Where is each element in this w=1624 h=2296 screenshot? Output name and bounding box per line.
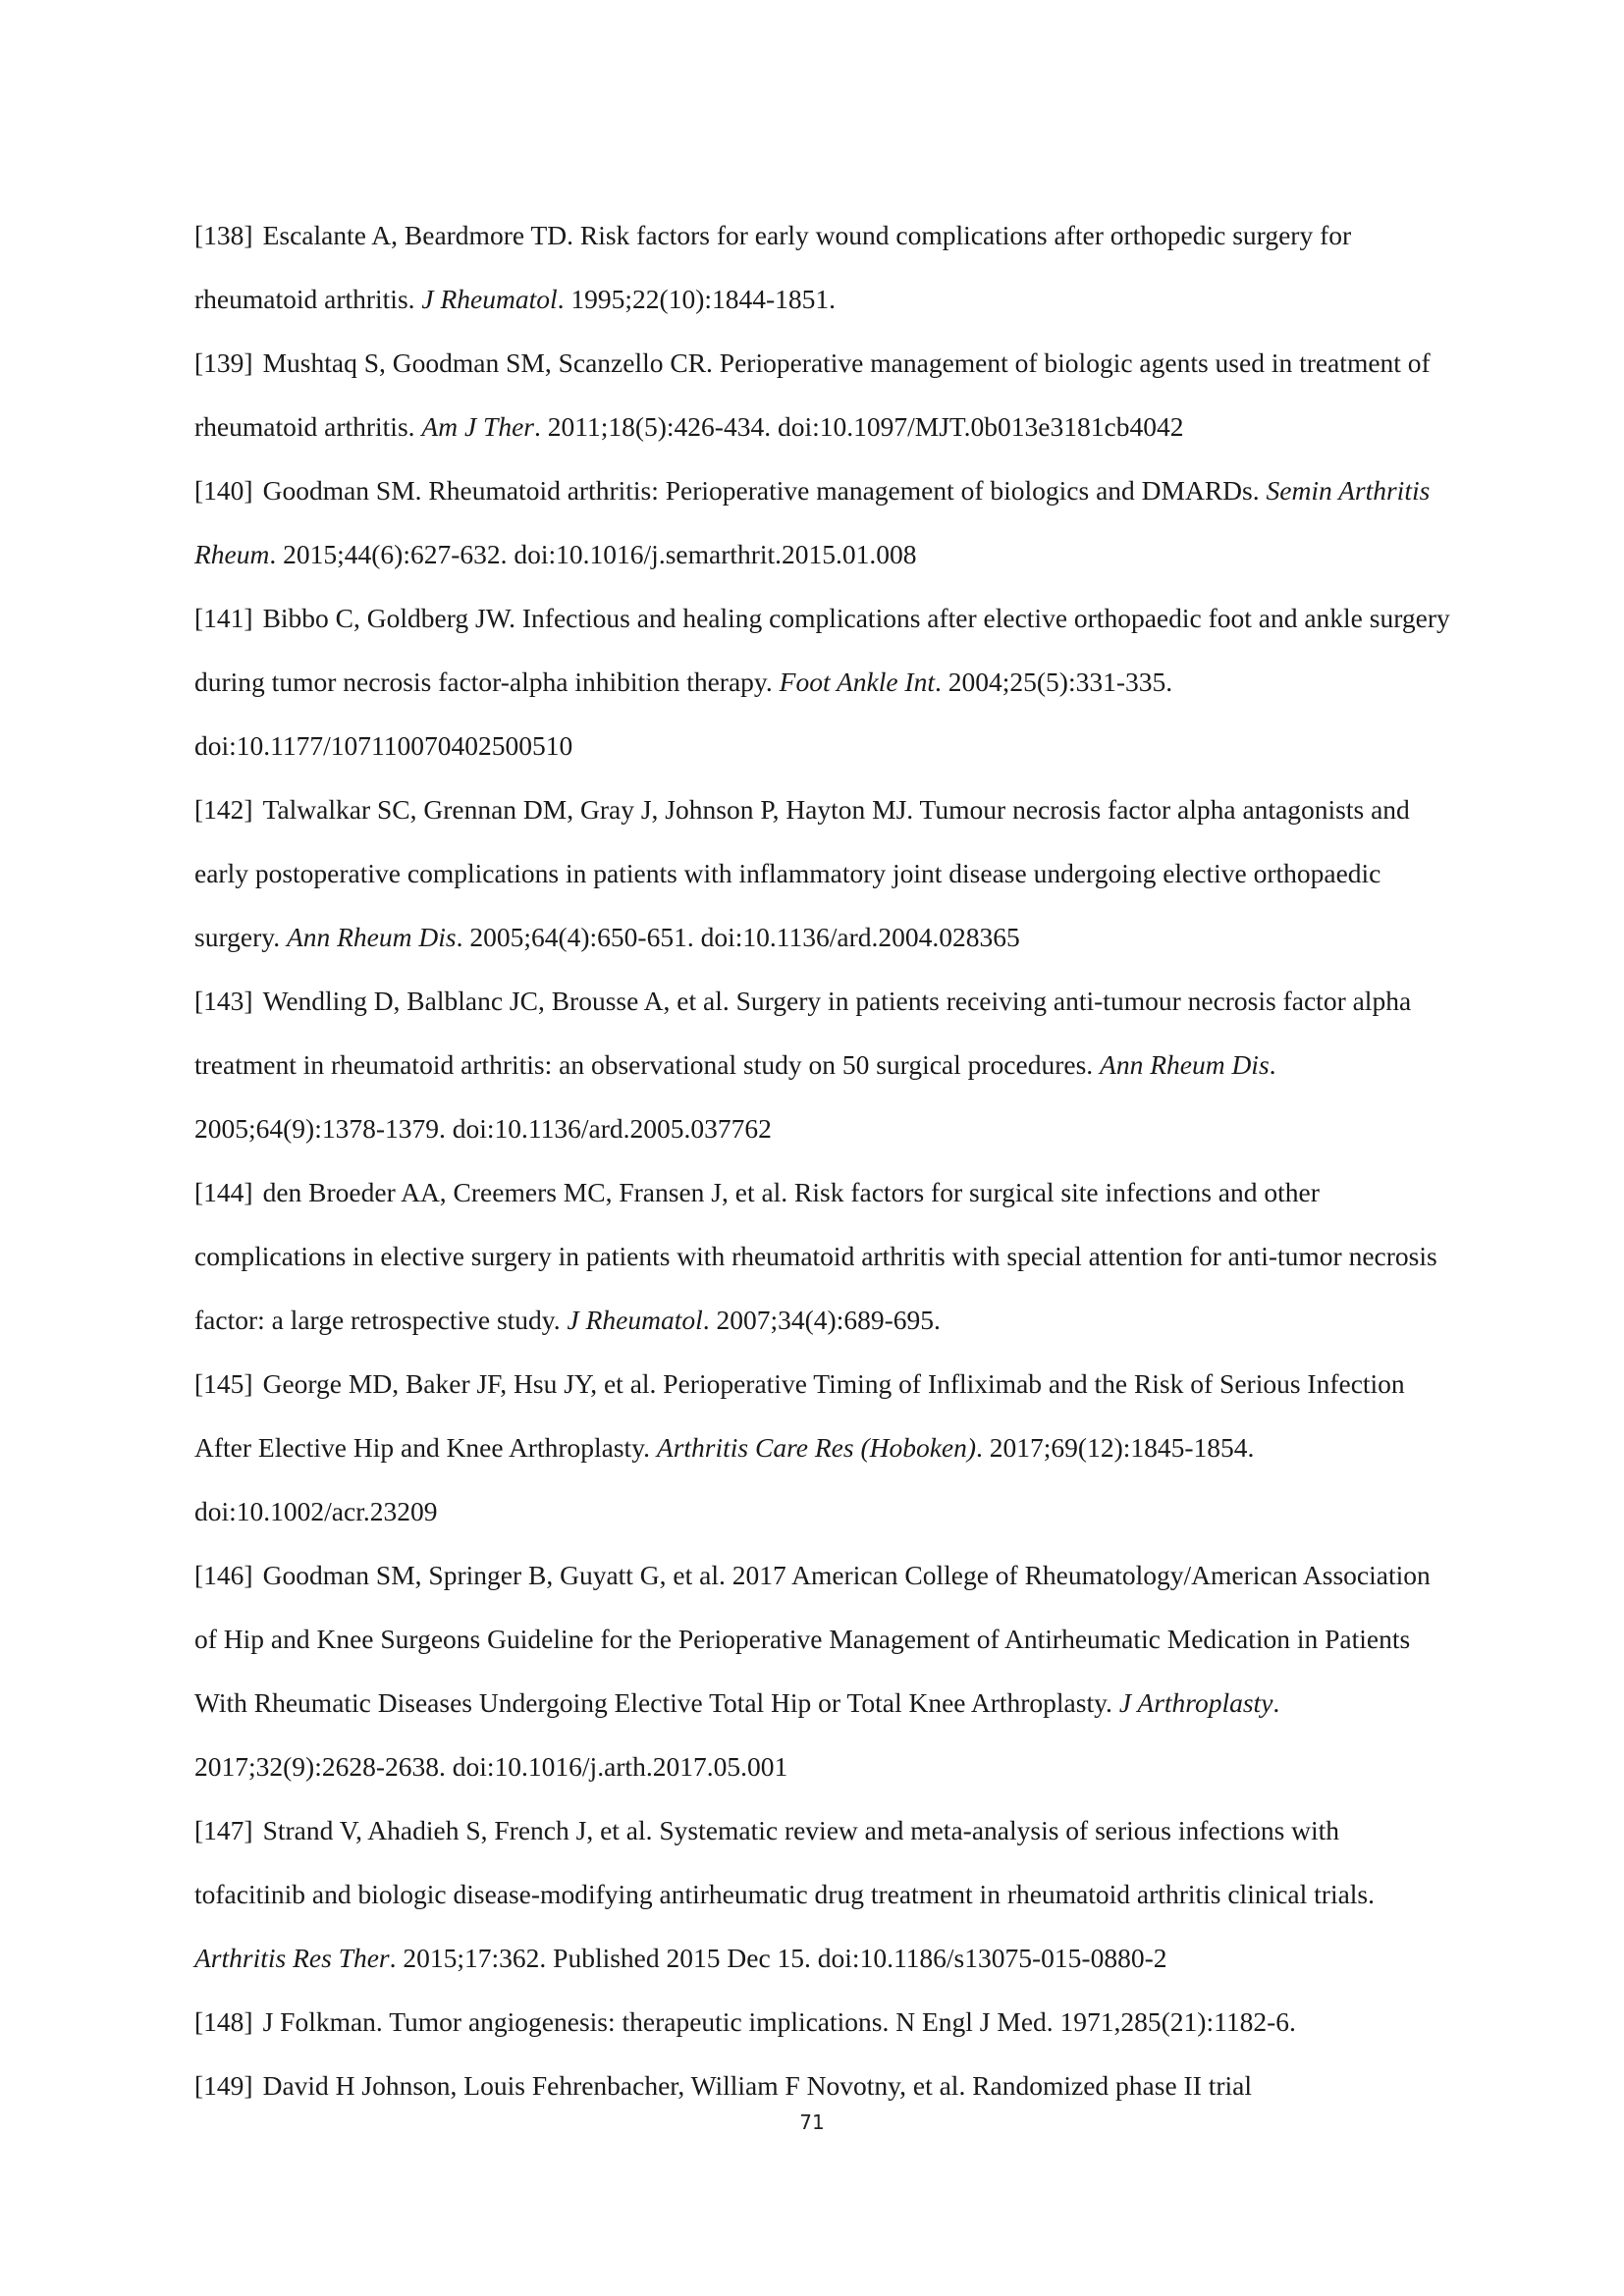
reference-text: George MD, Baker JF, Hsu JY, et al. Perioperative Timing of Infliximab and the Risk of Serious Infection After Elective Hip and Knee Arthroplasty. — [194, 1368, 1405, 1463]
reference-entry — [194, 1160, 1451, 1352]
reference-number: [139] — [194, 347, 253, 378]
reference-details: . 2004;25(5):331-335. doi:10.1177/107110070402500510 — [194, 667, 1173, 761]
page-number: 71 — [799, 2110, 825, 2134]
reference-text: Mushtaq S, Goodman SM, Scanzello CR. Perioperative management of biologic agents used in treatment of rheumatoid arthritis. — [194, 347, 1431, 442]
reference-details: . 2005;64(9):1378-1379. doi:10.1136/ard.2005.037762 — [194, 1049, 1276, 1144]
reference-text: Bibbo C, Goldberg JW. Infectious and healing complications after elective orthopaedic foot and ankle surgery during tumor necrosis factor-alpha inhibition therapy. — [194, 603, 1450, 697]
reference-number: [145] — [194, 1368, 253, 1399]
reference-journal: J Arthroplasty — [1118, 1687, 1273, 1718]
reference-details: . 2015;44(6):627-632. doi:10.1016/j.semarthrit.2015.01.008 — [269, 539, 917, 569]
reference-text: den Broeder AA, Creemers MC, Fransen J, et al. Risk factors for surgical site infections and other complications in elective surgery in patients with rheumatoid arthritis with special attention for anti-tumor necrosis factor: a large retrospective study. — [194, 1177, 1437, 1335]
reference-entry — [194, 586, 1451, 777]
reference-entry — [194, 458, 1451, 586]
reference-details: . 2017;69(12):1845-1854. doi:10.1002/acr.23209 — [194, 1432, 1255, 1526]
reference-number: [143] — [194, 986, 253, 1016]
reference-text: Goodman SM. Rheumatoid arthritis: Perioperative management of biologics and DMARDs. — [262, 475, 1267, 506]
reference-entry — [194, 1543, 1451, 1798]
reference-journal: Arthritis Care Res (Hoboken) — [656, 1432, 977, 1463]
reference-details: . 2005;64(4):650-651. doi:10.1136/ard.2004.028365 — [456, 922, 1020, 952]
reference-journal: Arthritis Res Ther — [194, 1943, 390, 1973]
reference-journal: J Rheumatol — [567, 1305, 703, 1335]
reference-entry — [194, 1352, 1451, 1543]
reference-details: . 2011;18(5):426-434. doi:10.1097/MJT.0b013e3181cb4042 — [533, 411, 1184, 442]
reference-journal: Ann Rheum Dis — [1100, 1049, 1270, 1080]
reference-journal: J Rheumatol — [421, 284, 558, 314]
reference-details: . 2015;17:362. Published 2015 Dec 15. doi:10.1186/s13075-015-0880-2 — [389, 1943, 1167, 1973]
reference-number: [144] — [194, 1177, 253, 1207]
reference-text: Goodman SM, Springer B, Guyatt G, et al. 2017 American College of Rheumatology/American Association of Hip and Knee Surgeons Guideline for the Perioperative Management of Antirheumatic Medication in Patients With Rheumatic Diseases Undergoing Elective Total Hip or Total Knee Arthroplasty. — [194, 1560, 1431, 1718]
reference-number: [142] — [194, 794, 253, 825]
reference-text: Talwalkar SC, Grennan DM, Gray J, Johnson P, Hayton MJ. Tumour necrosis factor alpha antagonists and early postoperative complications in patients with inflammatory joint disease undergoing elective orthopaedic surgery. — [194, 794, 1410, 952]
reference-details: . 1995;22(10):1844-1851. — [557, 284, 837, 314]
reference-list — [194, 203, 1451, 2117]
reference-number: [148] — [194, 2006, 253, 2037]
reference-entry — [194, 777, 1451, 969]
reference-journal: Am J Ther — [421, 411, 534, 442]
reference-text: Escalante A, Beardmore TD. Risk factors for early wound complications after orthopedic surgery for rheumatoid arthritis. — [194, 220, 1352, 314]
reference-number: [138] — [194, 220, 253, 250]
reference-journal: Semin Arthritis Rheum — [194, 475, 1431, 569]
reference-entry — [194, 1990, 1451, 2054]
reference-details: . 2007;34(4):689-695. — [702, 1305, 941, 1335]
reference-journal: Foot Ankle Int — [779, 667, 935, 697]
reference-number: [140] — [194, 475, 253, 506]
reference-text: Wendling D, Balblanc JC, Brousse A, et al. Surgery in patients receiving anti-tumour necrosis factor alpha treatment in rheumatoid arthritis: an observational study on 50 surgical procedures. — [194, 986, 1412, 1080]
reference-number: [149] — [194, 2070, 253, 2101]
reference-text: David H Johnson, Louis Fehrenbacher, William F Novotny, et al. Randomized phase II trial — [262, 2070, 1253, 2101]
reference-entry — [194, 2054, 1451, 2117]
reference-entry — [194, 331, 1451, 458]
reference-entry — [194, 203, 1451, 331]
reference-number: [146] — [194, 1560, 253, 1590]
reference-text: Strand V, Ahadieh S, French J, et al. Systematic review and meta-analysis of serious infections with tofacitinib and biologic disease-modifying antirheumatic drug treatment in rheumatoid arthritis clinical trials. — [194, 1815, 1376, 1909]
reference-text: J Folkman. Tumor angiogenesis: therapeutic implications. N Engl J Med. 1971,285(21):1182-6. — [262, 2006, 1296, 2037]
reference-number: [141] — [194, 603, 253, 633]
reference-entry — [194, 969, 1451, 1160]
reference-journal: Ann Rheum Dis — [286, 922, 457, 952]
reference-number: [147] — [194, 1815, 253, 1845]
reference-details: . 2017;32(9):2628-2638. doi:10.1016/j.arth.2017.05.001 — [194, 1687, 1280, 1782]
reference-entry — [194, 1798, 1451, 1990]
